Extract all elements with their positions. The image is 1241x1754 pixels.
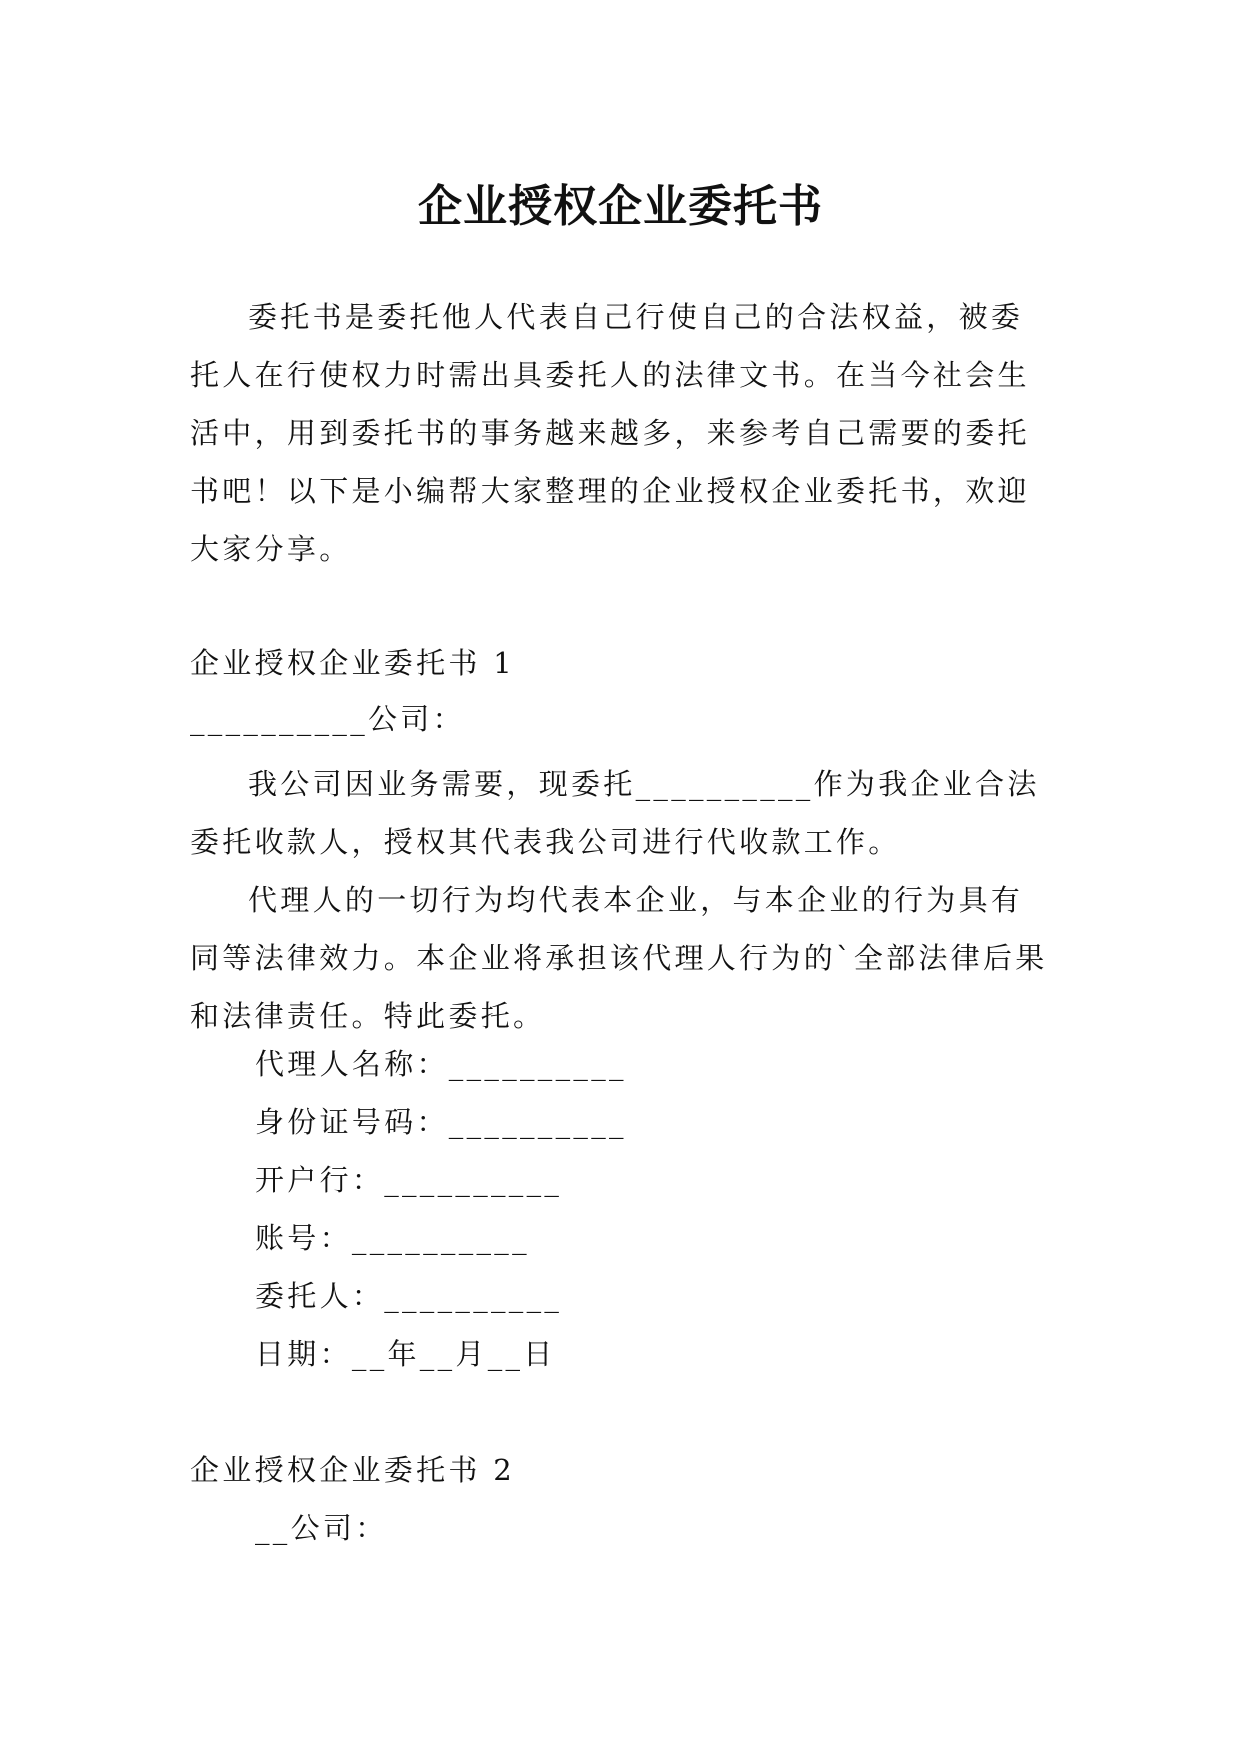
document-title: 企业授权企业委托书 (418, 181, 823, 233)
section-1-paragraph-2: 代理人的一切行为均代表本企业，与本企业的行为具有同等法律效力。本企业将承担该代理人行为的`全部法律后果和法律责任。特此委托。 (190, 883, 1048, 1033)
field-account: 账号：__________ (255, 1221, 530, 1255)
intro-paragraph: 委托书是委托他人代表自己行使自己的合法权益，被委托人在行使权力时需出具委托人的法律文书。在当今社会生活中，用到委托书的事务越来越多，来参考自己需要的委托书吧！以下是小编帮大家整理的企业授权企业委托书，欢迎大家分享。 (190, 300, 1030, 566)
section-1-salutation: __________公司： (190, 702, 465, 736)
section-1-heading: 企业授权企业委托书 1 (190, 646, 515, 680)
field-date: 日期：__年__月__日 (255, 1337, 556, 1371)
field-agent-name: 代理人名称：__________ (255, 1047, 627, 1081)
section-2-salutation: __公司： (255, 1511, 388, 1545)
section-1-paragraph-1: 我公司因业务需要，现委托__________作为我企业合法委托收款人，授权其代表我公司进行代收款工作。 (190, 767, 1040, 859)
field-bank: 开户行：__________ (255, 1163, 563, 1197)
field-id-number: 身份证号码：__________ (255, 1105, 627, 1139)
field-principal: 委托人：__________ (255, 1279, 563, 1313)
section-2-heading: 企业授权企业委托书 2 (190, 1453, 515, 1487)
